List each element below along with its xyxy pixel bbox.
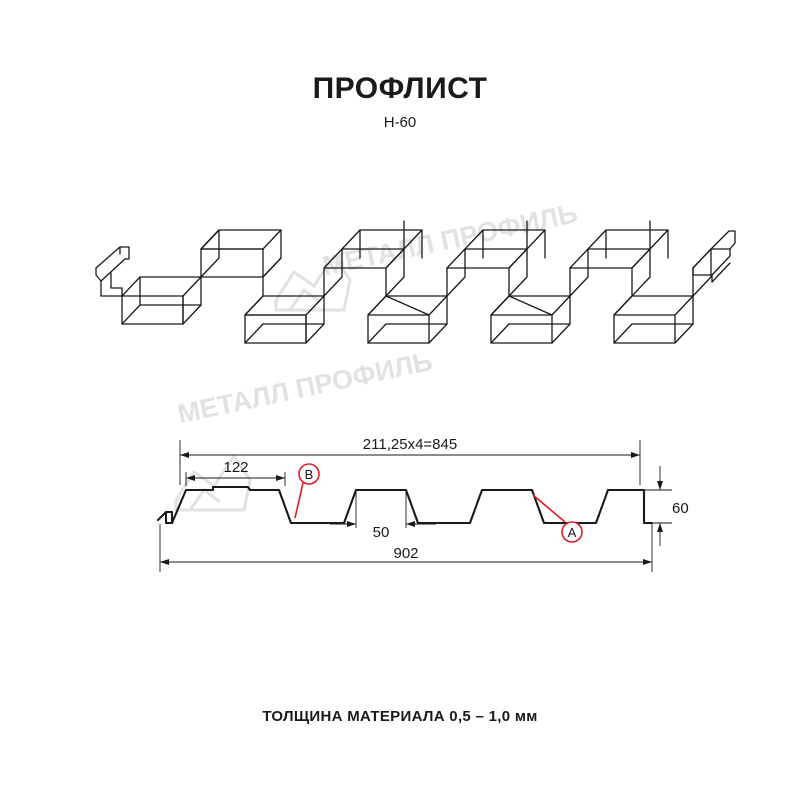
callout-a-label: A: [567, 525, 577, 540]
callout-a: [533, 495, 582, 542]
dimension-top-span: 211,25х4=845: [362, 436, 458, 453]
watermark-text-2: МЕТАЛЛ ПРОФИЛЬ: [175, 346, 435, 430]
callout-b: [295, 464, 319, 518]
watermark-text-1: МЕТАЛЛ ПРОФИЛЬ: [320, 198, 580, 282]
dimension-overall-width: 902: [393, 545, 419, 562]
page-subtitle: Н-60: [383, 114, 417, 131]
dimension-rib-top-width: 50: [372, 524, 390, 541]
section-profile: [158, 487, 652, 523]
watermark-logo-1: [276, 256, 350, 310]
callout-b-label: B: [304, 467, 314, 482]
isometric-sheet: [96, 221, 735, 343]
dimension-height: 60: [672, 500, 689, 517]
page-title: ПРОФЛИСТ: [312, 72, 488, 105]
dimension-rib-pitch: 122: [223, 459, 249, 476]
material-thickness-note: ТОЛЩИНА МАТЕРИАЛА 0,5 – 1,0 мм: [262, 708, 538, 725]
